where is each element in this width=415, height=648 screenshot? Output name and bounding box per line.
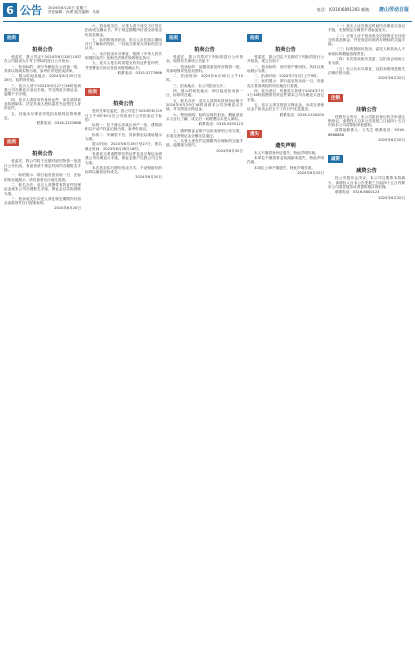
article-column: [4, 24, 81, 644]
issue-editors: 责任编辑：孙勇 版式编辑：马晨: [48, 10, 100, 14]
page-header: [0, 0, 415, 20]
notice-block: [166, 24, 243, 126]
notice-paragraph: 一、拍卖标的：闲置设备及库存物资一批，具体明细详见拍卖资料。: [166, 64, 243, 73]
notice-paragraph: 本单位不慎将营业执照副本遗失，特此声明作废。: [247, 156, 324, 165]
notice-paragraph: 受委托，我公司定于2024年6月28日10时在公司拍卖大厅对下列标的进行公开拍卖：: [4, 55, 81, 64]
notice-block: [4, 24, 81, 125]
notice-paragraph: 六、拍卖成交后，买受人须于成交当日签订拍卖成交确认书，并于规定期限内付清全部成交价款及佣金。: [85, 24, 162, 37]
notice-paragraph: 四、展示时间及地点：即日起至拍卖前一日，标的所在地。: [166, 89, 243, 98]
notice-block: [85, 24, 162, 75]
notice-signoff: 联系电话：0315-3777666: [117, 70, 162, 75]
notice-signoff: 2024年6月20日: [216, 148, 243, 153]
notice-paragraph: 六、特别说明：标的以现状拍卖，瑕疵请竞买人自行了解，成交后一切税费由买受人承担。: [166, 112, 243, 121]
notice-signoff: 2024年6月20日: [135, 175, 162, 180]
article-column: [85, 24, 162, 644]
notice-title: 拍卖公告: [113, 101, 134, 108]
notice-paragraph: 联系电话：0316-6800123: [335, 190, 380, 195]
notice-paragraph: 七、缴纳保证金账户以拍卖规则公布为准，未成交者保证金全额无息退还。: [166, 129, 243, 138]
notice-title: 遗失声明: [275, 142, 296, 149]
page-number-badge: 6: [3, 3, 17, 17]
notice-paragraph: 本人不慎将身份证遗失，特此声明作废。: [254, 150, 319, 155]
header-rule: [3, 21, 412, 22]
article-column: [328, 24, 405, 644]
notice-paragraph: 九、竞买人报名时须提交有效证件复印件，并签署竞买协议及拍卖规则确认书。: [85, 61, 162, 70]
notice-signoff: 联系电话：0316-2100200: [279, 112, 324, 117]
notice-paragraph: 三、拍卖成交后买受人须在规定期限内付清全部款项并自行提取标的。: [4, 196, 81, 206]
section-title: 公告: [20, 4, 42, 17]
notice-paragraph: 二、展示时间及地点：2024年6月25日至26日，标的所在地。: [4, 74, 81, 83]
notice-signoff: 2024年6月20日: [297, 171, 324, 176]
notice-paragraph: 二、拍卖时间：2024年6月30日上午10时。: [166, 74, 243, 83]
notice-block: [328, 24, 405, 81]
notice-signoff: 联系电话：0316-5555123: [198, 122, 243, 127]
notice-paragraph: 受委托，我公司将对下列标的进行公开拍卖，现将有关事项公告如下：: [166, 55, 243, 64]
issue-date: 2024年6月20日 星期三: [48, 5, 87, 10]
notice-paragraph: 经公司股东会决议，本公司注册资本拟减少，请债权人自本公告见报之日起四十五日内要求公司清偿债务或者提供相应的担保。: [328, 176, 405, 189]
notice-title: 拍卖公告: [32, 151, 53, 158]
notice-paragraph: 三、竞买人须于2024年6月27日16时前到我公司办理竞买登记手续，并交纳竞买保证金，逾期不予办理。: [4, 83, 81, 97]
notice-signoff: 联系电话：0316-2222888: [36, 121, 81, 126]
notice-paragraph: 本次拍卖实行增价拍卖方式，不设保留价的标的以最高应价成交。: [85, 165, 162, 175]
notice-paragraph: 受委托，我公司定于近期对下列标的进行公开拍卖，现公告如下：: [247, 55, 324, 64]
notice-paragraph: （一）竞买人应在规定时间内办理竞买登记手续，未按规定办理者不得参加竞买。: [328, 24, 405, 33]
notice-block: [247, 24, 324, 117]
category-tag: 拍卖: [4, 138, 19, 146]
notice-title: 拍卖公告: [194, 47, 215, 53]
notice-paragraph: 七、标的按现状拍卖，竞买人应在展示期间自行了解标的现状，一经竞买即视为对标的完全认可。: [85, 37, 162, 51]
category-tag: 减资: [328, 155, 343, 163]
notice-signoff: 2024年6月20日: [378, 76, 405, 81]
notice-signoff: 2024年6月20日: [378, 138, 405, 143]
notice-signoff: 2024年6月20日: [54, 206, 81, 211]
category-tag: 拍卖: [4, 34, 19, 42]
notice-paragraph: （五）本公告未尽事宜，以拍卖规则及相关法律法规为准。: [328, 66, 405, 75]
notice-paragraph: 清算组联系人：王先生 联系电话：0316-6666888: [328, 128, 405, 137]
notice-paragraph: 四、竞买登记：有意竞买者请于2024年7月1日16时前携带有效证件到本公司办理竞买登记手续。: [247, 89, 324, 102]
notice-block: [4, 128, 81, 210]
notice-paragraph: （四）本次拍卖如有变更，以拍卖会现场公布为准。: [328, 57, 405, 66]
notice-block: [328, 84, 405, 143]
notice-paragraph: 四、竞买人须持有效身份证件，单位须持营业执照副本、法定代表人授权委托书及受托人身份证件。: [4, 97, 81, 111]
category-tag: 拍卖: [166, 34, 181, 42]
notice-paragraph: 八、本次拍卖未尽事宜，按照《中华人民共和国拍卖法》及相关法律法规的规定执行。: [85, 51, 162, 61]
header-right: [317, 6, 409, 13]
notice-paragraph: 经股东会决议，本公司拟向登记机关申请注销登记，请债权人自本公告见报之日起四十五日内向本公司清算组申报债权。: [328, 114, 405, 128]
notice-paragraph: 五、其他未尽事宜详见拍卖规则及特别规定。: [4, 111, 81, 120]
notice-paragraph: 五、报名办法：竞买人须持有效身份证明于2024年6月29日16时前到本公司办理竞买手续，并交纳竞买保证金。: [166, 98, 243, 112]
notice-paragraph: 展示时间：2024年6月26日至27日；报名截止时间：2024年6月28日16时。: [85, 142, 162, 151]
notice-title: 拍卖公告: [32, 47, 53, 53]
notice-paragraph: 二、报名办法：竞买人须携带有效证件及保证金到本公司办理报名手续，保证金以实际到账为准。: [4, 182, 81, 196]
notice-paragraph: 二、拍卖时间：2024年7月2日上午9时。: [254, 74, 321, 79]
article-column: [166, 24, 243, 644]
notice-paragraph: 一、拍卖标的：部分资产使用权，具体以现场展示为准。: [247, 64, 324, 73]
newspaper-brand: 唐山劳动日报: [378, 7, 409, 13]
notice-title: 注销公告: [356, 106, 377, 113]
issue-meta: [48, 6, 99, 14]
notice-title: 拍卖公告: [275, 47, 296, 53]
notice-block: [328, 145, 405, 199]
notice-paragraph: （三）标的按现状拍卖，委托人和拍卖人不承担标的瑕疵担保责任。: [328, 47, 405, 56]
notice-block: [247, 120, 324, 175]
contact-info: 电话：(0316)6891293 邮箱：: [316, 6, 373, 12]
notice-paragraph: （二）买受人应于拍卖成交后按规定支付成交价款及佣金，并在规定时间内办理标的交接手续。: [328, 33, 405, 47]
notice-paragraph: 受有关单位委托，我公司定于2024年6月29日上午9时30分在公司拍卖厅公开拍卖以下标的：: [85, 109, 162, 122]
notice-block: [166, 129, 243, 152]
category-tag: 拍卖: [247, 34, 262, 42]
category-tag: 遗失: [247, 130, 262, 138]
notice-paragraph: 标的二：车辆若干台，具体情况以现场展示为准。: [85, 132, 162, 142]
notice-paragraph: 本单位公章不慎遗失，特此声明作废。: [254, 165, 316, 170]
notice-title: 减资公告: [356, 168, 377, 175]
category-tag: 拍卖: [85, 88, 100, 96]
notice-paragraph: 三、拍卖地点：本公司拍卖大厅。: [173, 83, 227, 88]
notice-paragraph: 有意竞买者请携带有效证件及竞买保证金到我公司办理竞买手续，保证金账户以我公司公布为准。: [85, 151, 162, 165]
category-tag: 注销: [328, 94, 343, 102]
notice-paragraph: 三、标的展示：即日起至拍卖前一日，有意竞买者请到标的所在地自行查看。: [247, 79, 324, 88]
notice-block: [85, 78, 162, 179]
notice-signoff: 2024年6月20日: [378, 195, 405, 200]
article-column: [247, 24, 324, 644]
notice-paragraph: 一、拍卖标的：部分车辆及办公设备一批，具体以现场实物为准，参考价详见拍卖清单。: [4, 64, 81, 73]
notice-paragraph: 一、标的展示：即日起至拍卖前一日，在标的所在地展示，请有意者自行前往查看。: [4, 173, 81, 182]
notice-paragraph: 五、竞买人须交纳竞买保证金，未成交者保证金于拍卖会后五个工作日内无息退还。: [247, 102, 324, 112]
notice-paragraph: 受委托，我公司将于近期对废旧物资一批进行公开拍卖，有意者请于规定时间内办理报名手续。: [4, 159, 81, 173]
notice-paragraph: 八、买受人须在约定期限内办理标的交接手续，逾期视为违约。: [166, 139, 243, 148]
notice-paragraph: 标的一：位于唐山市某区房产一处，建筑面积以不动产权证记载为准，参考价面议。: [85, 123, 162, 132]
